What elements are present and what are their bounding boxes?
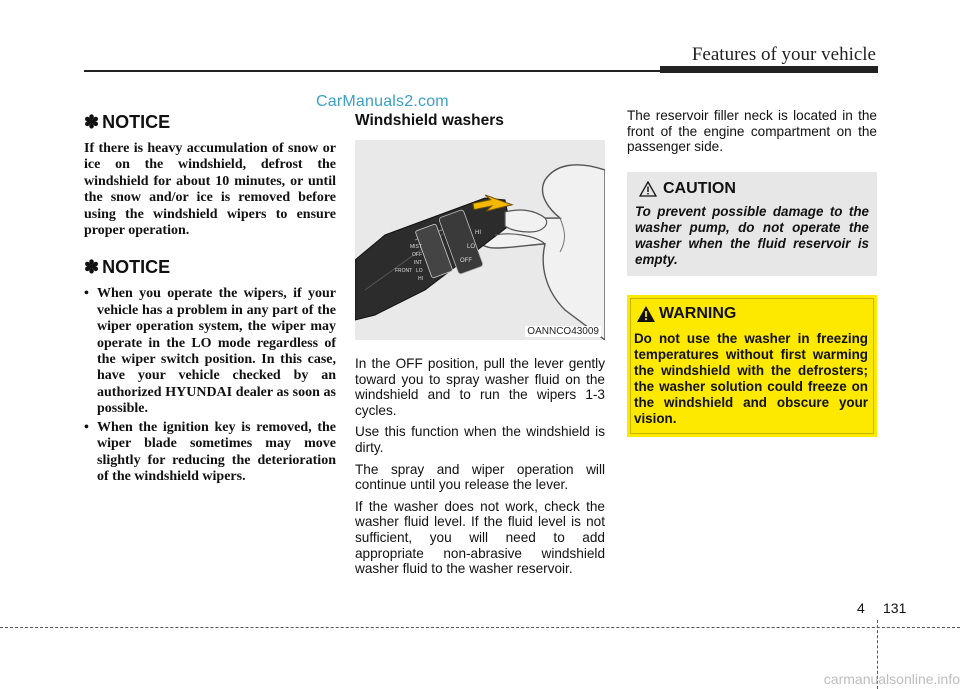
washers-paragraph: The spray and wiper operation will continue until you release the lever. [355, 461, 605, 493]
caution-box [627, 172, 877, 276]
warning-text: Do not use the washer in freezing temperatures without first warming the windshield with the defrosters; the washer solution could freeze on the windshield and obscure your vision. [634, 331, 868, 426]
watermark-top: CarManuals2.com [316, 93, 449, 110]
svg-text:FRONT: FRONT [395, 268, 413, 274]
caution-text: To prevent possible damage to the washer pump, do not operate the washer when the fluid reservoir is empty. [635, 204, 869, 267]
notice-bullet: • When you operate the wipers, if your vehicle has a problem in any part of the wiper operation system, the wiper may operate in the LO mode regardless of the wiper switch position. In this case, have your vehicle checked by an authorized HYUNDAI dealer as soon as possible. [84, 286, 336, 417]
svg-text:LO: LO [467, 244, 476, 250]
svg-text:OFF: OFF [460, 258, 472, 264]
svg-text:LO: LO [416, 268, 423, 274]
svg-text:OFF: OFF [412, 252, 422, 258]
warning-box [627, 295, 877, 437]
figure-code: OANNCO43009 [527, 326, 599, 337]
reservoir-paragraph: The reservoir filler neck is located in the front of the engine compartment on the passenger side. [627, 108, 877, 155]
svg-text:MIST: MIST [410, 244, 422, 250]
watermark-bottom: carmanualsonline.info [823, 671, 960, 687]
wiper-lever-illustration [355, 140, 605, 340]
svg-text:INT: INT [414, 260, 423, 266]
section-title-washers: Windshield washers [355, 112, 504, 129]
washers-paragraph: In the OFF position, pull the lever gently toward you to spray washer fluid on the windshield and to run the wipers 1-3 cycles. [355, 356, 605, 418]
notice-title-text: NOTICE [102, 112, 171, 132]
notice-title-2 [84, 257, 336, 278]
caution-triangle-icon [639, 181, 657, 197]
warning-title: WARNING [659, 305, 737, 322]
header-tab-bar [660, 66, 878, 73]
svg-text:HI: HI [418, 276, 423, 282]
notice-bullet-list [84, 286, 336, 485]
notice-star-icon: ✽ [84, 112, 100, 132]
notice-star-icon: ✽ [84, 257, 100, 278]
svg-text:HI: HI [475, 230, 481, 236]
column-washers [355, 108, 605, 583]
footer-dashed-rule [0, 627, 960, 628]
caution-title: CAUTION [663, 180, 736, 197]
notice-bullet: • When the ignition key is removed, the wiper blade sometimes may move slightly for reducing the deterioration of the windshield wipers. [84, 420, 336, 486]
notice-text-1: If there is heavy accumulation of snow or ice on the windshield, defrost the windshield for about 10 minutes, or until the snow and/or ice is removed before using the windshield wipers to ensure proper operation. [84, 141, 336, 239]
column-reservoir [627, 108, 877, 161]
notice-title-text: NOTICE [102, 257, 171, 278]
page-header-title: Features of your vehicle [691, 44, 876, 65]
page-chapter-number: 4 [857, 600, 865, 616]
wiper-lever-figure [355, 140, 605, 340]
page-number: 131 [883, 600, 907, 616]
header-rule [84, 70, 664, 72]
column-notices [84, 108, 336, 487]
warning-triangle-icon [636, 305, 656, 323]
washers-paragraph: If the washer does not work, check the washer fluid level. If the fluid level is not sufficient, you will need to add appropriate non-abrasive windshield washer fluid to the washer reservoir. [355, 498, 605, 577]
notice-title-1 [84, 112, 336, 133]
washers-paragraph: Use this function when the windshield is dirty. [355, 424, 605, 455]
